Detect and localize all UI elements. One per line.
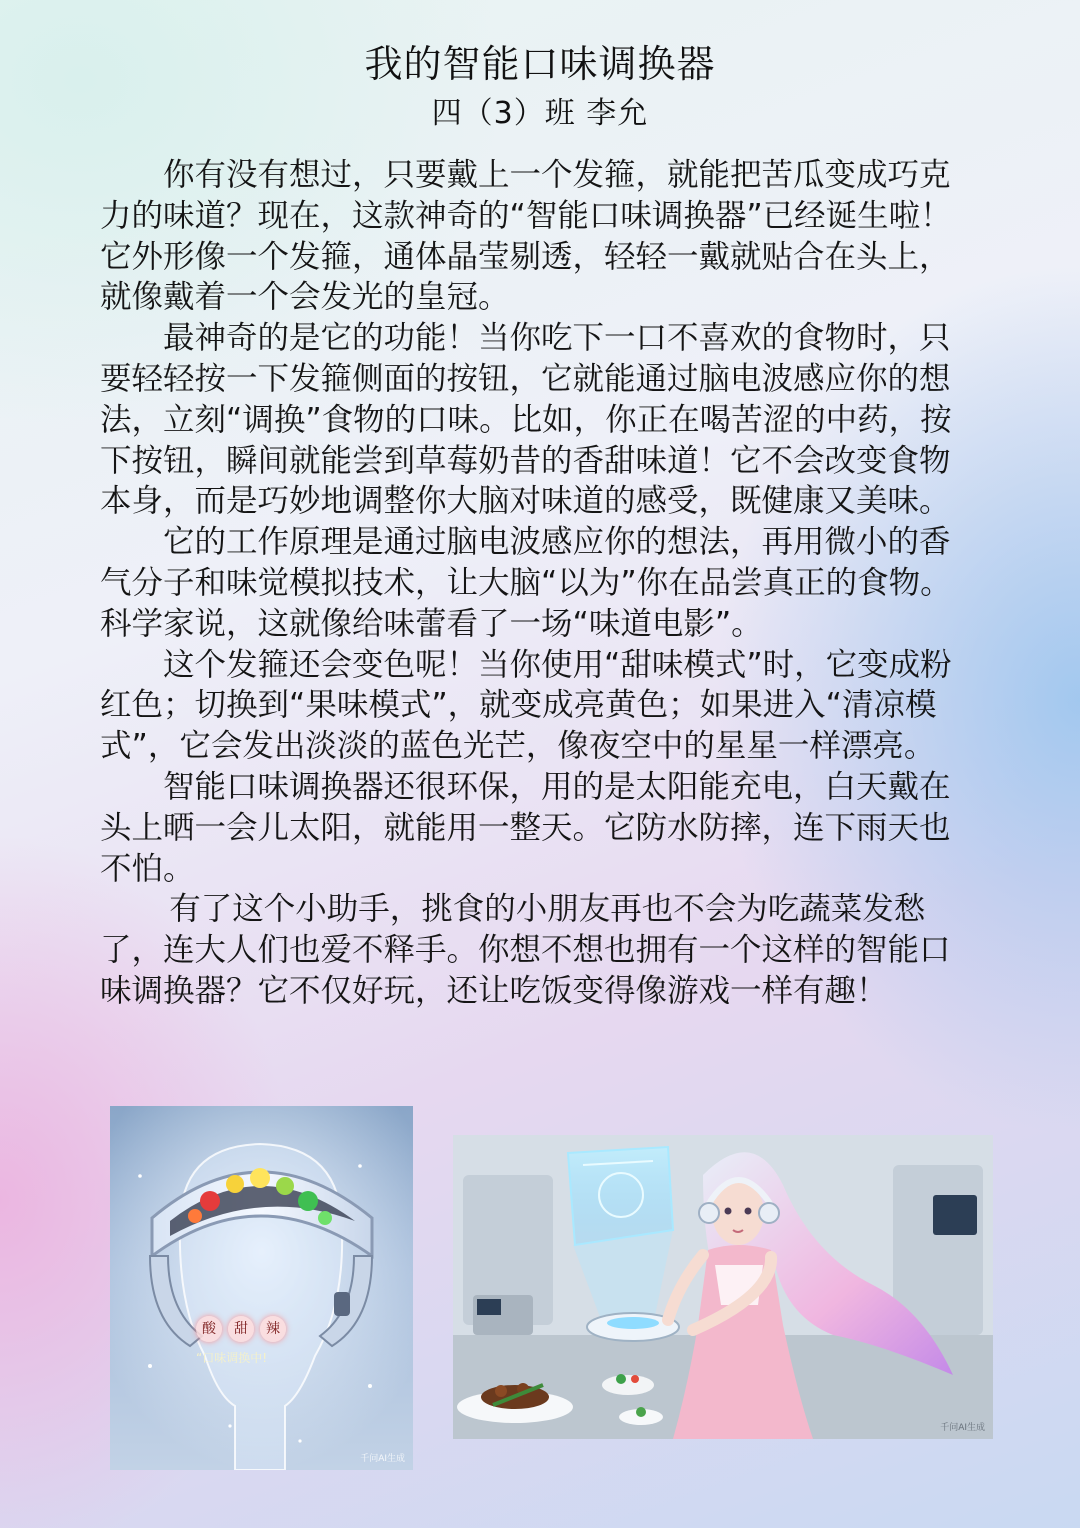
- swap-status-caption: “口味调换中!: [196, 1351, 268, 1365]
- taste-label-spicy: 辣: [260, 1316, 286, 1342]
- author-byline: 四（3）班 李允: [431, 96, 649, 131]
- headband-drawing: [110, 1106, 413, 1470]
- girl-hologram-drawing: [453, 1135, 993, 1439]
- essay-paragraph: 智能口味调换器还很环保，用的是太阳能充电，白天戴在头上晒一会儿太阳，就能用一整天。它防水防摔，连下雨天也不怕。: [100, 768, 951, 887]
- girl-hologram-illustration: [453, 1135, 993, 1439]
- page-title: 我的智能口味调换器: [364, 42, 716, 86]
- essay-body: [100, 155, 980, 1012]
- ai-watermark: 千问AI生成: [940, 1423, 985, 1433]
- essay-paragraph: 有了这个小助手，挑食的小朋友再也不会为吃蔬菜发愁了，连大人们也爱不释手。你想不想也拥有一个这样的智能口味调换器？它不仅好玩，还让吃饭变得像游戏一样有趣！: [100, 891, 951, 1009]
- taste-label-sour: 酸: [196, 1316, 222, 1342]
- essay-paragraph: 这个发箍还会变色呢！当你使用“甜味模式”时，它变成粉红色；切换到“果味模式”，就变成亮黄色；如果进入“清凉模式”，它会发出淡淡的蓝色光芒，像夜空中的星星一样漂亮。: [100, 646, 952, 765]
- essay-paragraph: 你有没有想过，只要戴上一个发箍，就能把苦瓜变成巧克力的味道？现在，这款神奇的“智能口味调换器”已经诞生啦！它外形像一个发箍，通体晶莹剔透，轻轻一戴就贴合在头上，就像戴着一个会发光的皇冠。: [100, 157, 952, 316]
- essay-paragraph: 最神奇的是它的功能！当你吃下一口不喜欢的食物时，只要轻轻按一下发箍侧面的按钮，它就能通过脑电波感应你的想法，立刻“调换”食物的口味。比如，你正在喝苦涩的中药，按下按钮，瞬间就能尝到草莓奶昔的香甜味道！它不会改变食物本身，而是巧妙地调整你大脑对味道的感受，既健康又美味。: [100, 320, 952, 520]
- essay-paragraph: 它的工作原理是通过脑电波感应你的想法，再用微小的香气分子和味觉模拟技术，让大脑“以为”你在品尝真正的食物。科学家说，这就像给味蕾看了一场“味道电影”。: [100, 524, 952, 642]
- ai-watermark: 千问AI生成: [360, 1454, 405, 1464]
- headband-illustration: [110, 1106, 413, 1470]
- taste-label-sweet: 甜: [228, 1316, 254, 1342]
